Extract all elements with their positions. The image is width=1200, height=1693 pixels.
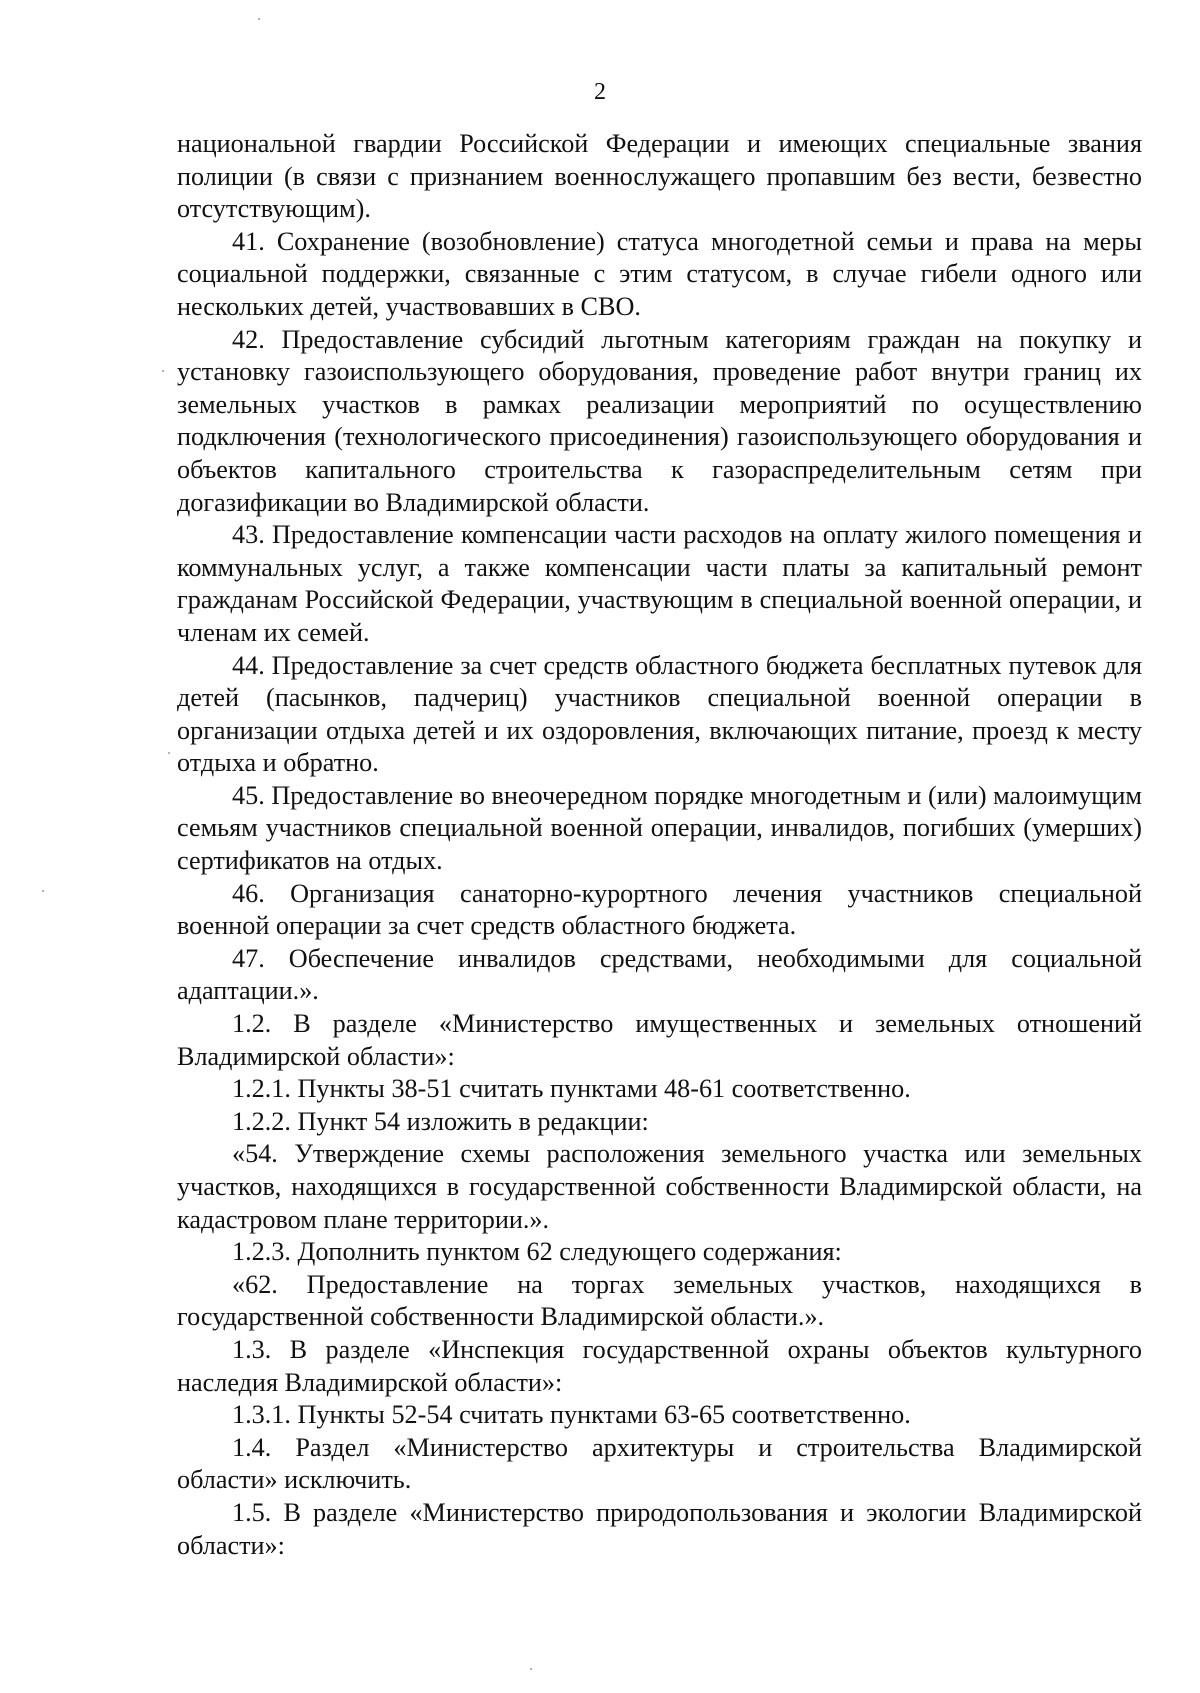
scan-speck — [162, 370, 164, 372]
scan-speck — [258, 18, 260, 20]
paragraph-item-42: 42. Предоставление субсидий льготным категориям граждан на покупку и установку газоиспользующего оборудования, проведение работ внутри границ их земельных участков в рамках реализации мероприятий по осуществлению подключения (технологического присоединения) газоиспользующего оборудования и объектов капитального строительства к газораспределительным сетям при догазификации во Владимирской области. — [177, 324, 1142, 517]
paragraph-item-41: 41. Сохранение (возобновление) статуса многодетной семьи и права на меры социальной поддержки, связанные с этим статусом, в случае гибели одного или нескольких детей, участвовавших в СВО. — [177, 226, 1142, 321]
paragraph-section-1-2-2: 1.2.2. Пункт 54 изложить в редакции: — [232, 1106, 649, 1136]
paragraph-quoted-item-54: «54. Утверждение схемы расположения земельного участка или земельных участков, находящихся в государственной собственности Владимирской области, на кадастровом плане территории.». — [177, 1139, 1142, 1234]
scan-speck — [42, 890, 44, 892]
paragraph-item-43: 43. Предоставление компенсации части расходов на оплату жилого помещения и коммунальных услуг, а также компенсации части платы за капитальный ремонт гражданам Российской Федерации, участвующим в специальной военной операции, и членам их семей. — [177, 520, 1142, 647]
paragraph-section-1-2-3: 1.2.3. Дополнить пунктом 62 следующего содержания: — [232, 1237, 842, 1267]
scan-speck — [168, 752, 170, 754]
paragraph-section-1-5: 1.5. В разделе «Министерство природопользования и экологии Владимирской области»: — [177, 1497, 1142, 1560]
paragraph-section-1-2: 1.2. В разделе «Министерство имущественных и земельных отношений Владимирской области»: — [177, 1009, 1142, 1071]
scan-speck — [530, 1668, 532, 1670]
page-number: 2 — [594, 79, 606, 105]
paragraph-continuation: национальной гвардии Российской Федерации и имеющих специальные звания полиции (в связи с признанием военнослужащего пропавшим без вести, безвестно отсутствующим). — [177, 129, 1142, 224]
paragraph-item-44: 44. Предоставление за счет средств областного бюджета бесплатных путевок для детей (пасынков, падчериц) участников специальной военной операции в организации отдыха детей и их оздоровления, включающих питание, проезд к месту отдыха и обратно. — [177, 650, 1142, 778]
paragraph-item-46: 46. Организация санаторно-курортного лечения участников специальной военной операции за счет средств областного бюджета. — [177, 878, 1142, 941]
paragraph-section-1-3: 1.3. В разделе «Инспекция государственной охраны объектов культурного наследия Владимирской области»: — [177, 1334, 1142, 1397]
paragraph-section-1-2-1: 1.2.1. Пункты 38-51 считать пунктами 48-61 соответственно. — [232, 1074, 911, 1104]
paragraph-item-45: 45. Предоставление во внеочередном порядке многодетным и (или) малоимущим семьям участников специальной военной операции, инвалидов, погибших (умерших) сертификатов на отдых. — [177, 780, 1142, 876]
paragraph-section-1-3-1: 1.3.1. Пункты 52-54 считать пунктами 63-65 соответственно. — [232, 1400, 911, 1430]
paragraph-item-47: 47. Обеспечение инвалидов средствами, необходимыми для социальной адаптации.». — [177, 943, 1142, 1006]
paragraph-section-1-4: 1.4. Раздел «Министерство архитектуры и строительства Владимирской области» исключить. — [177, 1432, 1142, 1495]
paragraph-quoted-item-62: «62. Предоставление на торгах земельных участков, находящихся в государственной собственности Владимирской области.». — [177, 1269, 1142, 1332]
document-body — [177, 128, 1142, 1562]
